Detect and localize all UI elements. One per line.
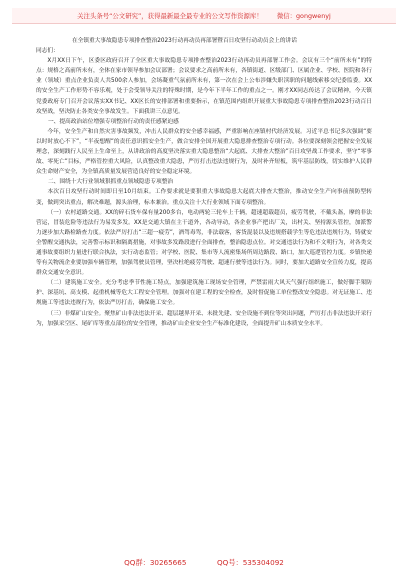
qq-number-text: QQ号：535304092 (217, 558, 284, 567)
banner-wechat-text: 微信：gongwenyj (276, 12, 331, 20)
document-title: 在全镇重大事故隐患专项排查整治2023行动再动员再部署暨百日攻坚行动动员会上的讲话 (72, 38, 297, 44)
paragraph-section-1: 今年，安全生产和自然灾害事故频发，冲击人民群众的安全感幸福感，严重影响在座镇村代经济发展。习近平总书记多次强调“要以时时放心不下”，“半夜想醒”的责任意识抓安全生产，做合安排全国开展重大隐患排查整治专项行动。各位要深刻领会把握安全发展理念，深刻践行人民至上生命至上，从讲政治的高度坚决落实重大隐患整治“大起底、大排查大整治”百日攻坚战工作要求，坚守“零事故、零死亡”目标，严格管控重大风险，认真整改重大隐患，严厉打击违法违规行为，及时补齐短板，筑牢基层防线，切实维护人民群众生命财产安全，为全镇高质量发展营造良好的安全稳定环境。 (36, 128, 372, 176)
paragraph-section-2: 本次百日攻坚行动时间即日至10月结束。工作要求就是要狠重大事故隐患大起底大排查大整治，推动安全生产向事前预防型转变，做到突出重点，解决难题，源头治理，标本兼治。重点关注十大行业领域下面专项整治。 (36, 189, 372, 206)
paragraph-intro: X月XX日下午，区委区政府召开了全区重大事故隐患专项排查整治2023行动再动员再部署工作会。会议有三个“前所未有”的特点：规格之高前所未有，全体在家市领导参加会议部署；会议要求之高前所未有，各镇街道、区级部门、区属企业、学校、医院和各行业（领域）重点企业负责人共500余人参加，会场凝重气氛前所未有，第一次在会上公布涉嫌失职渎职的问题线索移交纪委监委。XX的安全生产工作形势不容乐观，处于会受领导关注的特殊时期，是今年下半年工作的重点之一。刚才XX同志传达了会议精神，今天镇党委政府专门召开会议落实XX书记、XX区长的安排部署和重要指示，在镇范围内组织开展重大事故隐患专项排查整治2023行动百日攻坚战，坚决防止各类安全事故发生。下面我讲三点意见。 (36, 58, 372, 115)
banner-notice-text: 关注头条号“公文研究”，获得最新最全最专业的公文写作资源库！ (77, 12, 263, 20)
paragraph-item-3: （三）非煤矿山安全。聚焦矿山非法违法开采、超层越界开采、未批先建、安全设施不到位等突出问题，严厉打击非法违法开采行为，加强采空区、尾矿库等重点部位的安全管理，推动矿山企业安全生产标准化建设，全面提升矿山本质安全水平。 (36, 310, 372, 327)
top-notice-banner (12, 8, 396, 24)
paragraph-item-2: （二）建筑施工安全。充分考虑季节性施工特点，加强建筑施工现场安全管理，严禁雷雨大风天气强行组织施工，做好脚手架防护、深基坑、高支模、起重机械等危大工程安全管理。加强对在建工程的安全检查，及时督促施工单位整改安全隐患。对无证施工、违规施工等违法违规行为，依法严厉打击，确保施工安全。 (36, 280, 372, 307)
paragraph-item-1: （一）农村道路交通。XX的碎石货车保有量200多台，电动两轮三轮车上千辆，超速超载超员，疲劳驾驶，不戴头盔，摩的非法营运，冒装危险等违法行为易发多发。XX是交通大镇在主干道外，各动导动，各企业事产把出厂关，出村关、坚持源头管控，加派警力逐步加大路检路查力度。依法严厉打击“三超一疲劳”，酒驾毒驾，非法载客，客货混装以及违规搭载学生等危违法违规行为，铸就安全警醒交通执法，完善警示标识和隔离措施，对事故多发路段进行全面排查，整治隐患点位。对交通违法行为和不文明行为，对各类交通事故要组织力量进行联合执法，实行动态监管；对学校、医院、集市等人流密集场所周边路段、路口，加大巡逻管控力度。乡镇快递等有关物流企业要加强车辆管理，加强驾驶员管理，坚决杜绝疲劳驾驶、超速行驶等违法行为。同时，要加大道路安全宣传力度，提高群众交通安全意识。 (36, 209, 372, 277)
section-heading-1: 一、提高政治站位增强专项整治行动的责任感紧迫感 (48, 118, 179, 125)
contact-footer (0, 556, 408, 570)
document-body (36, 36, 372, 548)
section-heading-2: 二、围绕十大行业领域狠抓重点领域隐患专项整治 (48, 179, 174, 186)
salutation: 同志们： (36, 48, 59, 55)
qq-group-text: QQ群：30265665 (124, 558, 187, 567)
